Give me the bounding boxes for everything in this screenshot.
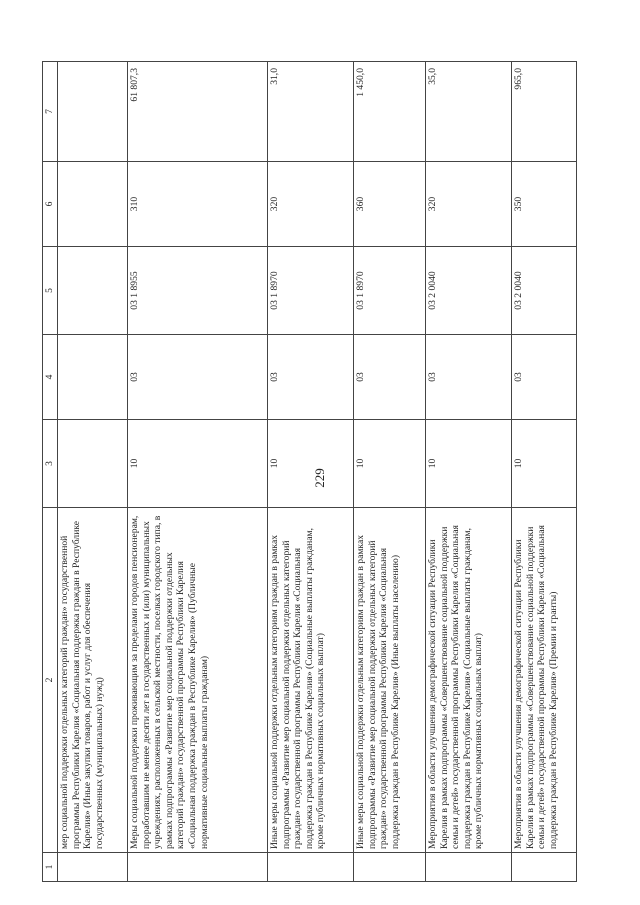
column-header: 6 — [43, 162, 58, 247]
column-header: 4 — [43, 335, 58, 420]
table-row — [128, 62, 268, 882]
cell-vr — [58, 162, 128, 247]
cell-vr: 320 — [268, 162, 354, 247]
cell-rz: 10 — [128, 420, 268, 508]
cell-vr: 360 — [354, 162, 426, 247]
table-row — [426, 62, 512, 882]
cell-rz: 10 — [268, 420, 354, 508]
cell-vr: 350 — [512, 162, 577, 247]
cell-pr: 03 — [128, 335, 268, 420]
cell-vr: 310 — [128, 162, 268, 247]
cell-name: Мероприятия в области улучшения демографической ситуации Республики Карелия в рамках подпрограммы «Совершенствование социальной поддержки семьи и детей» государственной программы Республики Карелия «Социальная поддержка граждан в Республике Карелия» (Премии и гранты) — [512, 508, 577, 853]
column-header: 3 — [43, 420, 58, 508]
cell-rz: 10 — [512, 420, 577, 508]
cell-vr: 320 — [426, 162, 512, 247]
table-row — [354, 62, 426, 882]
cell-pr: 03 — [512, 335, 577, 420]
cell-sum: 31,0 — [268, 62, 354, 162]
cell-rz — [58, 420, 128, 508]
cell-name: Иные меры социальной поддержки отдельным категориям граждан в рамках подпрограммы «Развитие мер социальной поддержки отдельных категорий граждан» государственной программы Республики Карелия «Социальная поддержка граждан в Республике Карелия» (Социальные выплаты гражданам, кроме публичных нормативных социальных выплат) — [268, 508, 354, 853]
cell-pr: 03 — [426, 335, 512, 420]
cell-pr — [58, 335, 128, 420]
cell-empty — [426, 853, 512, 882]
cell-empty — [268, 853, 354, 882]
cell-empty — [128, 853, 268, 882]
cell-empty — [58, 853, 128, 882]
cell-name: Иные меры социальной поддержки отдельным категориям граждан в рамках подпрограммы «Развитие мер социальной поддержки отдельных категорий граждан» государственной программы Республики Карелия «Социальная поддержка граждан в Республике Карелия» (Иные выплаты населению) — [354, 508, 426, 853]
cell-sum: 965,0 — [512, 62, 577, 162]
cell-name: мер социальной поддержки отдельных категорий граждан» государственной программы Республики Карелия «Социальная поддержка граждан в Республике Карелия» (Иные закупки товаров, работ и услуг для обеспечения государственных (муниципальных) нужд) — [58, 508, 128, 853]
cell-csr: 03 1 8970 — [268, 247, 354, 335]
cell-pr: 03 — [268, 335, 354, 420]
cell-empty — [512, 853, 577, 882]
cell-rz: 10 — [426, 420, 512, 508]
table-row — [58, 62, 128, 882]
cell-pr: 03 — [354, 335, 426, 420]
cell-sum — [58, 62, 128, 162]
budget-table — [42, 61, 577, 882]
cell-csr — [58, 247, 128, 335]
cell-name: Мероприятия в области улучшения демографической ситуации Республики Карелия в рамках подпрограммы «Совершенствование социальной поддержки семьи и детей» государственной программы Республики Карелия «Социальная поддержка граждан в Республике Карелия» (Социальные выплаты гражданам, кроме публичных нормативных социальных выплат) — [426, 508, 512, 853]
column-header: 2 — [43, 508, 58, 853]
cell-rz: 10 — [354, 420, 426, 508]
cell-csr: 03 2 0040 — [426, 247, 512, 335]
cell-sum: 35,0 — [426, 62, 512, 162]
column-header: 7 — [43, 62, 58, 162]
cell-sum: 1 450,0 — [354, 62, 426, 162]
cell-name: Меры социальной поддержки проживающим за пределами городов пенсионерам, проработавшим не менее десяти лет в государственных и (или) муниципальных учреждениях, расположенных в сельской местности, поселках городского типа, в рамках подпрограммы «Развитие мер социальной поддержки отдельных категорий граждан» государственной программы Республики Карелия «Социальная поддержка граждан в Республике Карелия» (Публичные нормативные социальные выплаты гражданам) — [128, 508, 268, 853]
cell-empty — [354, 853, 426, 882]
cell-csr: 03 1 8955 — [128, 247, 268, 335]
cell-csr: 03 1 8970 — [354, 247, 426, 335]
header-row — [43, 62, 58, 882]
rotated-page — [42, 62, 577, 882]
column-header: 5 — [43, 247, 58, 335]
cell-csr: 03 2 0040 — [512, 247, 577, 335]
column-header: 1 — [43, 853, 58, 882]
table-row — [268, 62, 354, 882]
page-number: 229 — [312, 468, 327, 488]
cell-sum: 61 807,3 — [128, 62, 268, 162]
table-row — [512, 62, 577, 882]
